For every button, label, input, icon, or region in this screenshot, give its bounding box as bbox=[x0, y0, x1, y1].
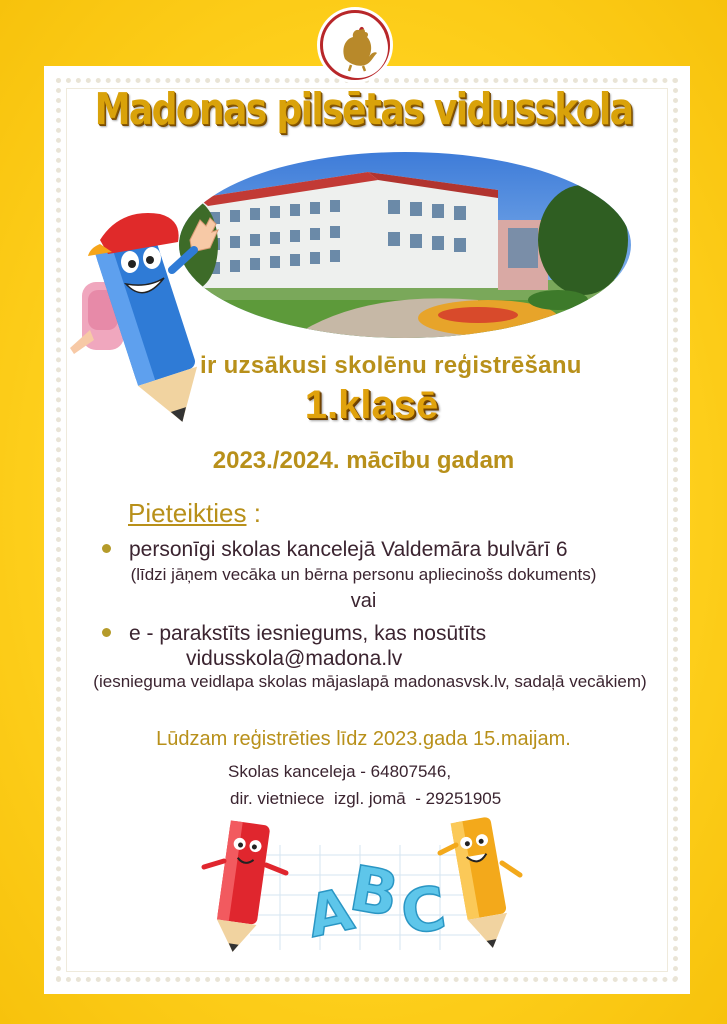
school-photo bbox=[178, 150, 633, 340]
option-esign bbox=[102, 622, 486, 646]
apply-label: Pieteikties bbox=[128, 498, 247, 528]
contact-deputy: dir. vietniece izgl. jomā - 29251905 bbox=[230, 789, 502, 808]
abc-letter-c: C bbox=[396, 873, 451, 949]
rooster-logo-icon bbox=[320, 10, 390, 80]
apply-heading bbox=[128, 498, 261, 529]
bullet-dot bbox=[102, 628, 111, 637]
bullet-dot bbox=[102, 544, 111, 553]
email-address[interactable]: vidusskola@madona.lv bbox=[186, 647, 403, 670]
abc-pencils-icon bbox=[190, 815, 535, 955]
option-esign-note: (iesnieguma veidlapa skolas mājaslapā madonasvsk.lv, sadaļā vecākiem) bbox=[93, 672, 647, 691]
option-in-person-note: (līdzi jāņem vecāka un bērna personu apliecinošs dokuments) bbox=[130, 565, 597, 584]
announcement-text: ir uzsākusi skolēnu reģistrēšanu bbox=[200, 352, 582, 379]
or-separator: vai bbox=[350, 590, 377, 612]
option-in-person-text: personīgi skolas kancelejā Valdemāra bulvārī 6 bbox=[129, 538, 568, 561]
contact-office: Skolas kanceleja - 64807546, bbox=[228, 762, 452, 781]
deadline-text: Lūdzam reģistrēties līdz 2023.gada 15.maijam. bbox=[156, 728, 571, 750]
page-title: Madonas pilsētas vidusskola bbox=[94, 84, 633, 135]
apply-colon: : bbox=[246, 498, 261, 528]
abc-letter-a: A bbox=[300, 875, 360, 951]
option-esign-text: e - parakstīts iesniegums, kas nosūtīts bbox=[129, 622, 487, 645]
school-year-text: 2023./2024. mācību gadam bbox=[212, 447, 515, 474]
option-in-person bbox=[102, 538, 568, 562]
grade-heading: 1.klasē bbox=[304, 383, 439, 427]
abc-letter-b: B bbox=[344, 851, 404, 932]
